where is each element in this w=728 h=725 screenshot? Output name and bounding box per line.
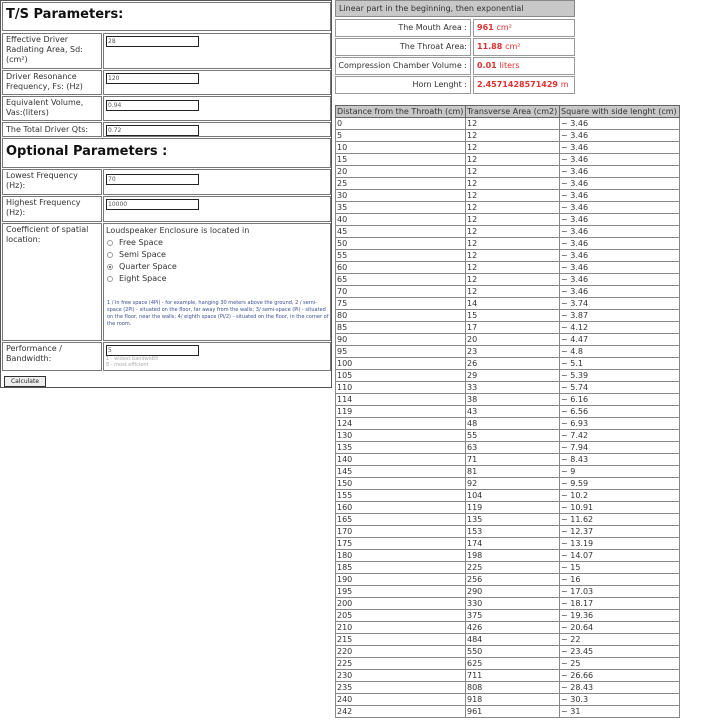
table-row: [336, 622, 680, 634]
table-row: [336, 298, 680, 310]
fs-cell: [103, 70, 331, 95]
distance-cell: 225: [336, 658, 466, 670]
sd-row: [2, 33, 331, 69]
vas-label: Equivalent Volume, Vas:(liters): [2, 96, 102, 121]
horn-profile-table: [335, 105, 680, 718]
table-row: [336, 658, 680, 670]
result-number: 2.4571428571429: [477, 80, 558, 89]
side-cell: ~ 3.46: [560, 118, 680, 130]
table-row: [336, 682, 680, 694]
side-cell: ~ 7.94: [560, 442, 680, 454]
distance-cell: 95: [336, 346, 466, 358]
area-cell: 290: [466, 586, 560, 598]
area-cell: 12: [466, 190, 560, 202]
side-cell: ~ 14.07: [560, 550, 680, 562]
distance-cell: 190: [336, 574, 466, 586]
side-cell: ~ 16: [560, 574, 680, 586]
distance-cell: 210: [336, 622, 466, 634]
area-cell: 92: [466, 478, 560, 490]
distance-cell: 119: [336, 406, 466, 418]
area-cell: 12: [466, 142, 560, 154]
table-row: [336, 430, 680, 442]
result-number: 0.01: [477, 61, 497, 70]
side-cell: ~ 3.46: [560, 226, 680, 238]
side-cell: ~ 6.16: [560, 394, 680, 406]
side-cell: ~ 11.62: [560, 514, 680, 526]
highf-label: Highest Frequency (Hz):: [2, 196, 102, 222]
distance-cell: 185: [336, 562, 466, 574]
result-unit: cm²: [505, 42, 521, 51]
side-cell: ~ 4.12: [560, 322, 680, 334]
distance-cell: 55: [336, 250, 466, 262]
table-row: [336, 238, 680, 250]
area-cell: 153: [466, 526, 560, 538]
parameters-form: [0, 0, 332, 388]
sd-input[interactable]: 28: [106, 36, 199, 47]
table-row: [336, 694, 680, 706]
table-row: [336, 286, 680, 298]
table-row: [336, 322, 680, 334]
side-cell: ~ 3.46: [560, 202, 680, 214]
radio-semi-space-label: Semi Space: [119, 250, 166, 259]
area-cell: 29: [466, 370, 560, 382]
side-cell: ~ 12.37: [560, 526, 680, 538]
vas-cell: [103, 96, 331, 121]
side-cell: ~ 5.39: [560, 370, 680, 382]
table-row: [336, 154, 680, 166]
side-cell: ~ 19.36: [560, 610, 680, 622]
side-cell: ~ 9.59: [560, 478, 680, 490]
table-body: [336, 118, 680, 718]
side-cell: ~ 15: [560, 562, 680, 574]
coef-note: 1 / in free space (4Pi) - for example, hanging 30 meters above the ground, 2 / semi-space (2Pi) - situated on the floor, far away from the walls; 3/ semi-space (Pi) - situated on the floor, near the walls; 4/ eighth space (Pi/2) - situated on the floor, in the corner of the room.: [107, 300, 329, 327]
distance-cell: 75: [336, 298, 466, 310]
area-cell: 12: [466, 274, 560, 286]
distance-cell: 150: [336, 478, 466, 490]
distance-cell: 30: [336, 190, 466, 202]
side-cell: ~ 26.66: [560, 670, 680, 682]
area-cell: 48: [466, 418, 560, 430]
qts-label: The Total Driver Qts:: [2, 122, 102, 137]
lowf-label: Lowest Frequency (Hz):: [2, 169, 102, 195]
distance-cell: 240: [336, 694, 466, 706]
table-row: [336, 598, 680, 610]
distance-cell: 230: [336, 670, 466, 682]
area-cell: 55: [466, 430, 560, 442]
distance-cell: 45: [336, 226, 466, 238]
table-header-row: [336, 106, 680, 118]
distance-cell: 140: [336, 454, 466, 466]
qts-row: [2, 122, 331, 137]
side-cell: ~ 3.46: [560, 238, 680, 250]
table-row: [336, 478, 680, 490]
distance-cell: 235: [336, 682, 466, 694]
distance-cell: 180: [336, 550, 466, 562]
distance-cell: 100: [336, 358, 466, 370]
optional-parameters-title: Optional Parameters :: [2, 138, 331, 168]
distance-cell: 195: [336, 586, 466, 598]
qts-input[interactable]: 0.72: [106, 125, 199, 136]
table-row: [336, 634, 680, 646]
table-row: [336, 502, 680, 514]
calculate-button[interactable]: Calculate: [4, 376, 46, 387]
result-row-chamber: [335, 57, 575, 75]
result-value: [473, 19, 575, 37]
perf-row: [2, 342, 331, 371]
side-cell: ~ 3.46: [560, 286, 680, 298]
area-cell: 104: [466, 490, 560, 502]
qts-cell: [103, 122, 331, 137]
table-row: [336, 706, 680, 718]
area-cell: 135: [466, 514, 560, 526]
area-cell: 808: [466, 682, 560, 694]
table-row: [336, 454, 680, 466]
radio-eight-space-label: Eight Space: [119, 274, 167, 283]
area-cell: 961: [466, 706, 560, 718]
distance-cell: 130: [336, 430, 466, 442]
distance-cell: 60: [336, 262, 466, 274]
distance-cell: 25: [336, 178, 466, 190]
result-label: Compression Chamber Volume :: [335, 57, 471, 75]
result-label: Horn Lenght :: [335, 76, 471, 94]
table-row: [336, 574, 680, 586]
distance-cell: 135: [336, 442, 466, 454]
radio-semi-space-dot: [107, 252, 113, 258]
side-cell: ~ 3.46: [560, 166, 680, 178]
table-row: [336, 490, 680, 502]
area-cell: 12: [466, 250, 560, 262]
side-cell: ~ 25: [560, 658, 680, 670]
area-cell: 12: [466, 226, 560, 238]
table-row: [336, 358, 680, 370]
distance-cell: 85: [336, 322, 466, 334]
coef-heading: Loudspeaker Enclosure is located in: [106, 226, 250, 235]
distance-cell: 0: [336, 118, 466, 130]
radio-eight-space-dot: [107, 276, 113, 282]
fs-input[interactable]: 120: [106, 73, 199, 84]
perf-label: Performance / Bandwidth:: [2, 342, 102, 371]
distance-cell: 205: [336, 610, 466, 622]
radio-free-space-label: Free Space: [119, 238, 163, 247]
area-cell: 12: [466, 202, 560, 214]
area-cell: 12: [466, 166, 560, 178]
distance-cell: 90: [336, 334, 466, 346]
distance-cell: 10: [336, 142, 466, 154]
side-cell: ~ 3.46: [560, 142, 680, 154]
table-row: [336, 118, 680, 130]
distance-cell: 114: [336, 394, 466, 406]
area-cell: 119: [466, 502, 560, 514]
area-cell: 484: [466, 634, 560, 646]
lowf-cell: [103, 169, 331, 195]
results-title: Linear part in the beginning, then exponential: [335, 0, 575, 17]
table-row: [336, 334, 680, 346]
table-row: [336, 514, 680, 526]
side-cell: ~ 28.43: [560, 682, 680, 694]
table-row: [336, 262, 680, 274]
area-cell: 12: [466, 238, 560, 250]
area-cell: 14: [466, 298, 560, 310]
table-row: [336, 610, 680, 622]
table-row: [336, 442, 680, 454]
lowf-row: [2, 169, 331, 195]
side-cell: ~ 3.46: [560, 178, 680, 190]
lowf-input[interactable]: 70: [106, 174, 199, 185]
result-unit: liters: [499, 61, 520, 70]
table-row: [336, 418, 680, 430]
side-cell: ~ 3.46: [560, 262, 680, 274]
highf-row: [2, 196, 331, 222]
table-row: [336, 142, 680, 154]
area-cell: 12: [466, 262, 560, 274]
table-row: [336, 130, 680, 142]
result-value: [473, 57, 575, 75]
result-number: 961: [477, 23, 494, 32]
table-row: [336, 346, 680, 358]
area-cell: 375: [466, 610, 560, 622]
result-row-throat: [335, 38, 575, 56]
side-cell: ~ 5.74: [560, 382, 680, 394]
side-cell: ~ 3.46: [560, 154, 680, 166]
side-cell: ~ 20.64: [560, 622, 680, 634]
distance-cell: 105: [336, 370, 466, 382]
result-number: 11.88: [477, 42, 503, 51]
result-label: The Mouth Area :: [335, 19, 471, 37]
area-cell: 23: [466, 346, 560, 358]
table-row: [336, 226, 680, 238]
area-cell: 711: [466, 670, 560, 682]
fs-row: [2, 70, 331, 95]
area-cell: 174: [466, 538, 560, 550]
distance-cell: 40: [336, 214, 466, 226]
result-value: [473, 38, 575, 56]
distance-cell: 35: [336, 202, 466, 214]
distance-cell: 175: [336, 538, 466, 550]
side-cell: ~ 3.46: [560, 274, 680, 286]
area-cell: 12: [466, 178, 560, 190]
side-cell: ~ 7.42: [560, 430, 680, 442]
side-cell: ~ 3.46: [560, 190, 680, 202]
area-cell: 20: [466, 334, 560, 346]
result-unit: m: [560, 80, 569, 89]
header-distance: Distance from the Throath (cm): [336, 106, 466, 118]
result-value: [473, 76, 575, 94]
side-cell: ~ 6.93: [560, 418, 680, 430]
highf-cell: [103, 196, 331, 222]
area-cell: 256: [466, 574, 560, 586]
area-cell: 198: [466, 550, 560, 562]
distance-cell: 145: [336, 466, 466, 478]
header-side: Square with side lenght (cm): [560, 106, 680, 118]
perf-hint-1: 1 - widest bandwidth: [106, 356, 159, 362]
side-cell: ~ 3.46: [560, 250, 680, 262]
table-row: [336, 406, 680, 418]
side-cell: ~ 17.03: [560, 586, 680, 598]
side-cell: ~ 4.8: [560, 346, 680, 358]
vas-row: [2, 96, 331, 121]
area-cell: 33: [466, 382, 560, 394]
area-cell: 12: [466, 214, 560, 226]
table-row: [336, 310, 680, 322]
side-cell: ~ 31: [560, 706, 680, 718]
distance-cell: 50: [336, 238, 466, 250]
area-cell: 625: [466, 658, 560, 670]
area-cell: 330: [466, 598, 560, 610]
distance-cell: 200: [336, 598, 466, 610]
area-cell: 225: [466, 562, 560, 574]
side-cell: ~ 30.3: [560, 694, 680, 706]
distance-cell: 70: [336, 286, 466, 298]
distance-cell: 242: [336, 706, 466, 718]
table-row: [336, 370, 680, 382]
distance-cell: 215: [336, 634, 466, 646]
table-row: [336, 394, 680, 406]
side-cell: ~ 8.43: [560, 454, 680, 466]
area-cell: 71: [466, 454, 560, 466]
radio-free-space-dot: [107, 240, 113, 246]
area-cell: 43: [466, 406, 560, 418]
side-cell: ~ 3.87: [560, 310, 680, 322]
distance-cell: 20: [336, 166, 466, 178]
side-cell: ~ 13.19: [560, 538, 680, 550]
perf-input[interactable]: 5: [106, 345, 199, 356]
ts-parameters-title: T/S Parameters:: [2, 2, 331, 31]
side-cell: ~ 3.74: [560, 298, 680, 310]
radio-quarter-space-dot: [107, 264, 113, 270]
table-row: [336, 538, 680, 550]
table-row: [336, 562, 680, 574]
table-row: [336, 202, 680, 214]
side-cell: ~ 10.91: [560, 502, 680, 514]
coef-cell: [103, 223, 331, 341]
sd-label: Effective Driver Radiating Area, Sd: (cm²): [2, 33, 102, 69]
side-cell: ~ 4.47: [560, 334, 680, 346]
area-cell: 918: [466, 694, 560, 706]
table-row: [336, 670, 680, 682]
table-row: [336, 190, 680, 202]
side-cell: ~ 22: [560, 634, 680, 646]
radio-eight-space[interactable]: [107, 274, 166, 283]
table-row: [336, 586, 680, 598]
table-row: [336, 466, 680, 478]
side-cell: ~ 9: [560, 466, 680, 478]
side-cell: ~ 6.56: [560, 406, 680, 418]
distance-cell: 155: [336, 490, 466, 502]
table-row: [336, 526, 680, 538]
distance-cell: 80: [336, 310, 466, 322]
area-cell: 81: [466, 466, 560, 478]
table-row: [336, 178, 680, 190]
side-cell: ~ 10.2: [560, 490, 680, 502]
area-cell: 12: [466, 154, 560, 166]
side-cell: ~ 3.46: [560, 214, 680, 226]
vas-input[interactable]: 0.94: [106, 100, 199, 111]
area-cell: 17: [466, 322, 560, 334]
perf-cell: [103, 342, 331, 371]
distance-cell: 220: [336, 646, 466, 658]
side-cell: ~ 5.1: [560, 358, 680, 370]
radio-semi-space[interactable]: [107, 250, 166, 259]
table-row: [336, 214, 680, 226]
side-cell: ~ 18.17: [560, 598, 680, 610]
area-cell: 12: [466, 130, 560, 142]
area-cell: 26: [466, 358, 560, 370]
result-unit: cm²: [496, 23, 512, 32]
distance-cell: 170: [336, 526, 466, 538]
table-row: [336, 550, 680, 562]
distance-cell: 165: [336, 514, 466, 526]
area-cell: 15: [466, 310, 560, 322]
area-cell: 38: [466, 394, 560, 406]
sd-cell: [103, 33, 331, 69]
highf-input[interactable]: 10000: [106, 199, 199, 210]
table-row: [336, 166, 680, 178]
distance-cell: 65: [336, 274, 466, 286]
radio-quarter-space[interactable]: [107, 262, 177, 271]
result-row-mouth: [335, 19, 575, 37]
distance-cell: 124: [336, 418, 466, 430]
radio-quarter-space-label: Quarter Space: [119, 262, 177, 271]
area-cell: 550: [466, 646, 560, 658]
distance-cell: 160: [336, 502, 466, 514]
radio-free-space[interactable]: [107, 238, 163, 247]
coef-row: [2, 223, 331, 341]
area-cell: 12: [466, 286, 560, 298]
table-row: [336, 646, 680, 658]
result-row-length: [335, 76, 575, 94]
area-cell: 426: [466, 622, 560, 634]
perf-hint-2: 8 - most efficient: [106, 362, 149, 368]
distance-cell: 5: [336, 130, 466, 142]
distance-cell: 110: [336, 382, 466, 394]
header-area: Transverse Area (cm2): [466, 106, 560, 118]
coef-label: Coefficient of spatial location:: [2, 223, 102, 341]
table-row: [336, 274, 680, 286]
area-cell: 63: [466, 442, 560, 454]
table-row: [336, 382, 680, 394]
side-cell: ~ 23.45: [560, 646, 680, 658]
result-label: The Throat Area:: [335, 38, 471, 56]
distance-cell: 15: [336, 154, 466, 166]
fs-label: Driver Resonance Frequency, Fs: (Hz): [2, 70, 102, 95]
table-row: [336, 250, 680, 262]
side-cell: ~ 3.46: [560, 130, 680, 142]
area-cell: 12: [466, 118, 560, 130]
